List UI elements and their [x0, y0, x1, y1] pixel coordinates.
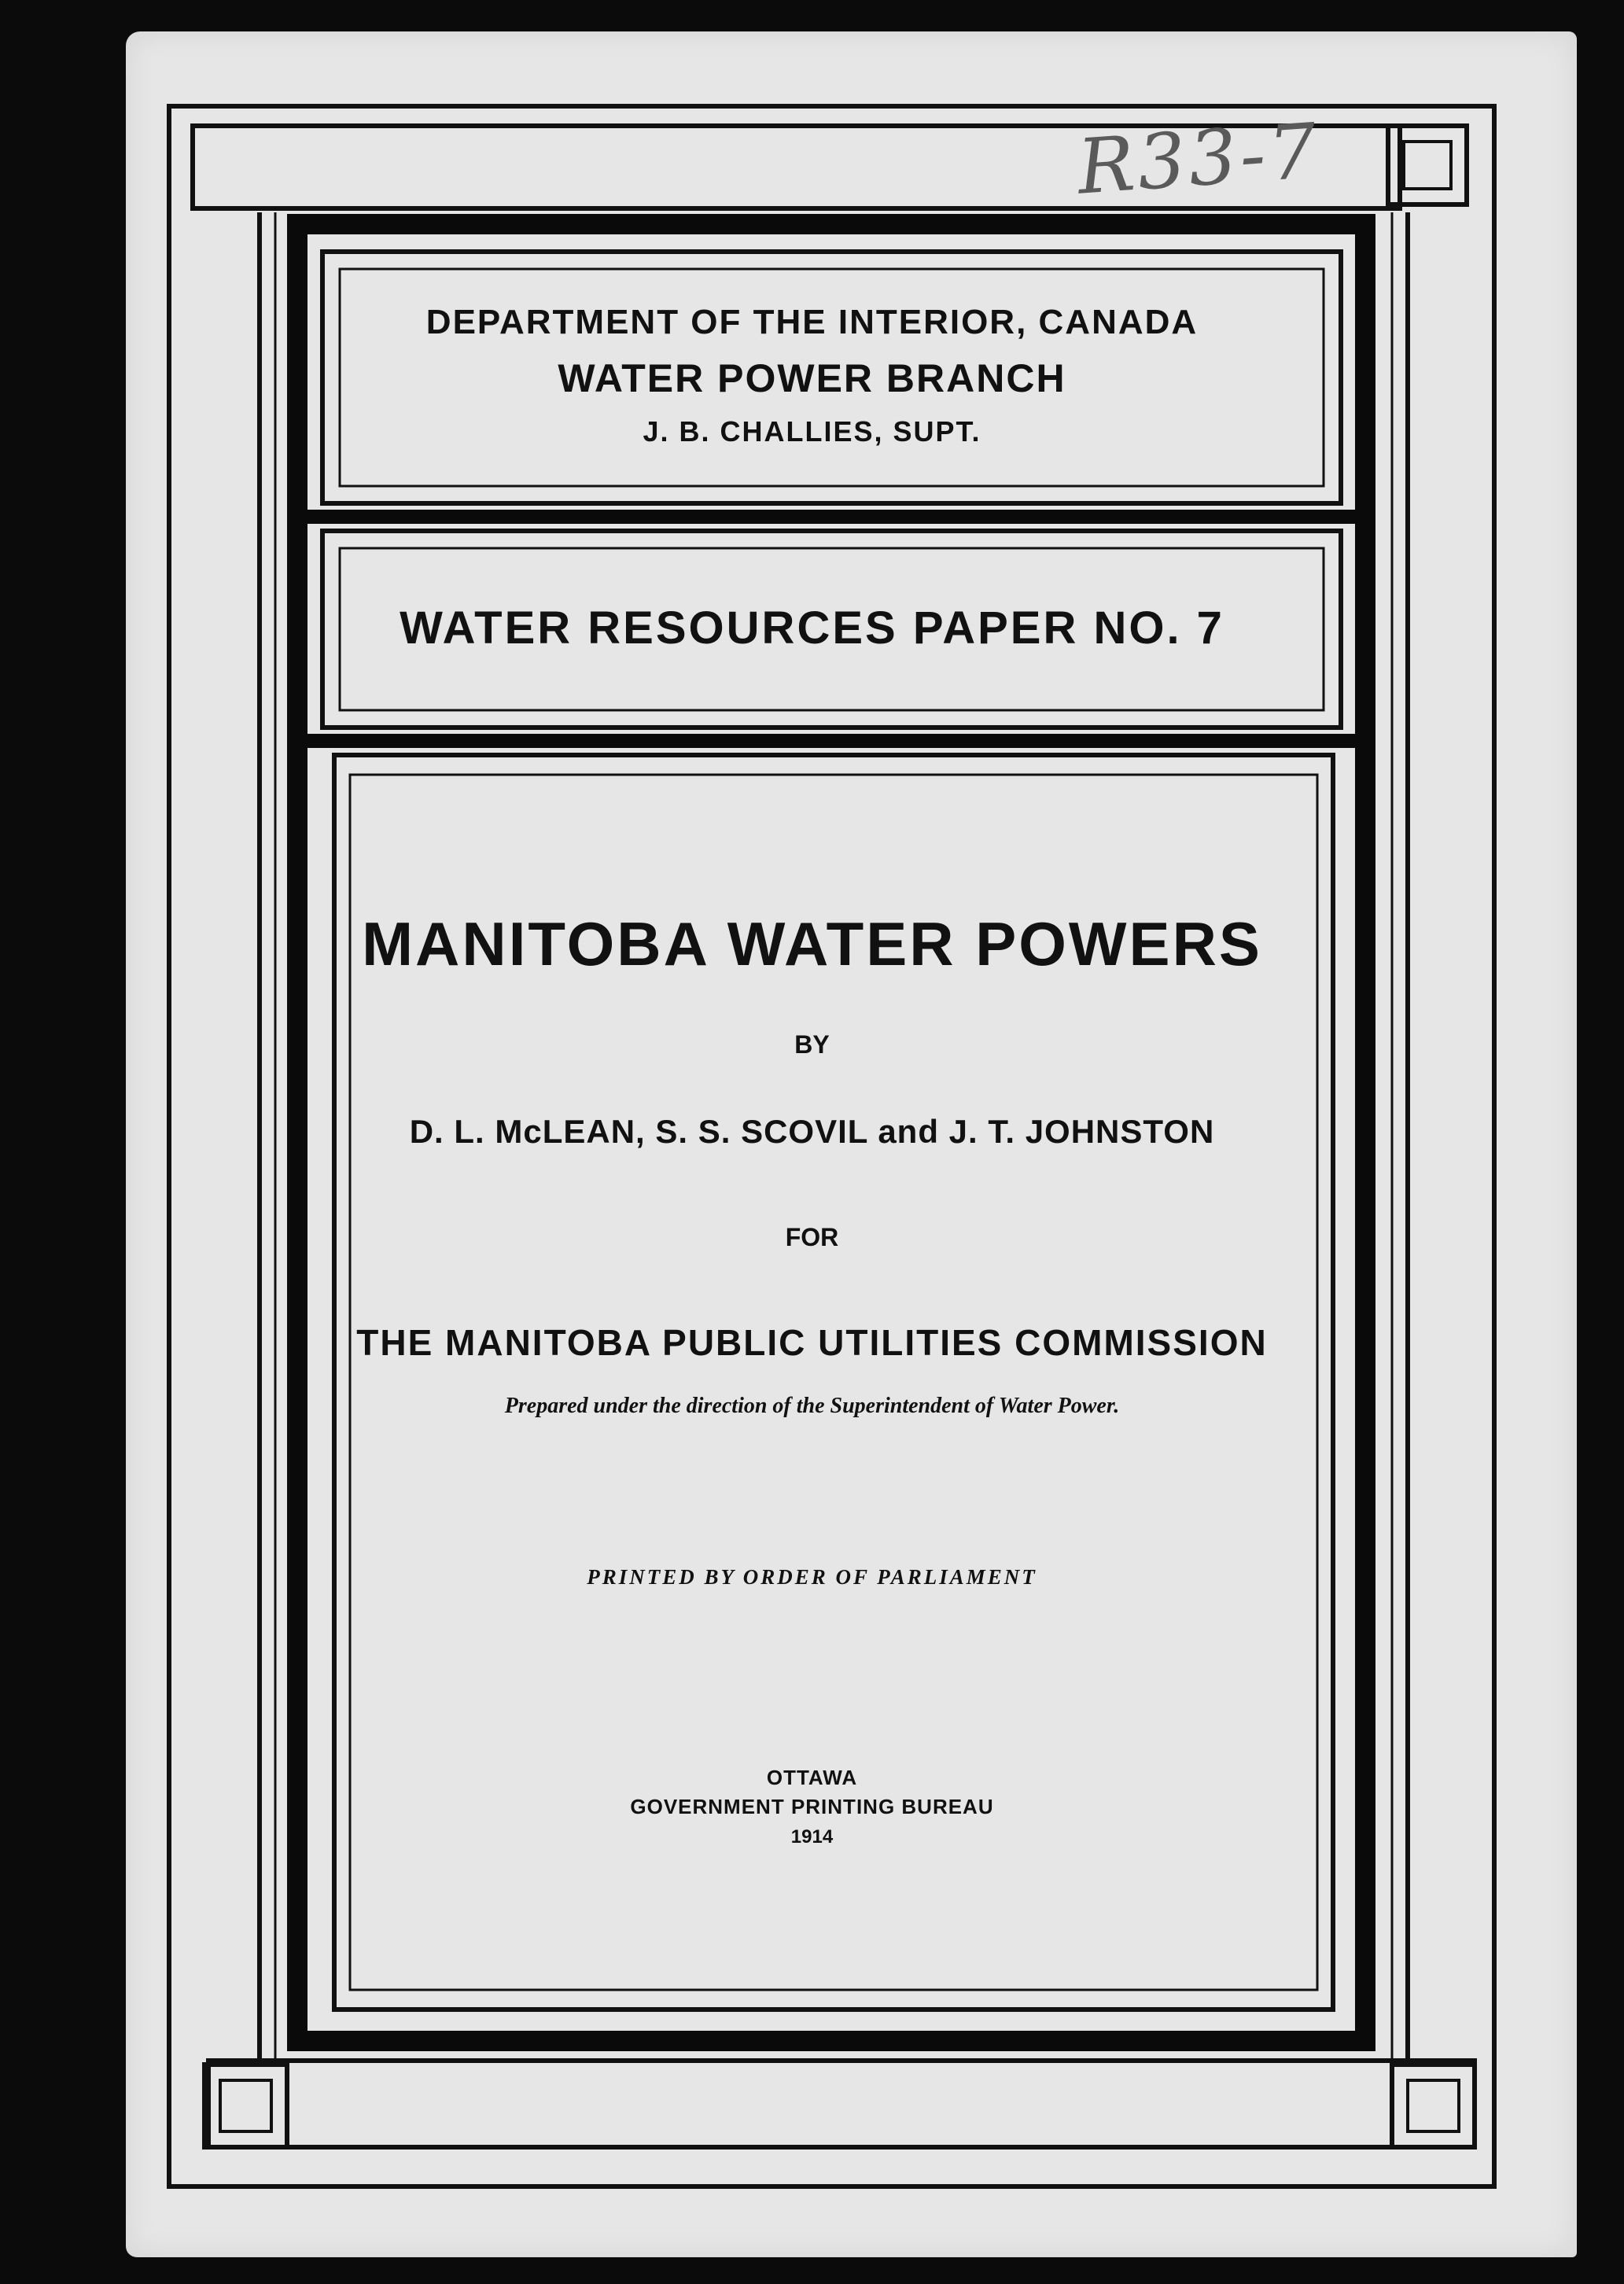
publisher-name: GOVERNMENT PRINTING BUREAU — [630, 1795, 994, 1818]
bottom-band — [208, 2061, 1475, 2147]
authors-line: D. L. McLEAN, S. S. SCOVIL and J. T. JOHNSTON — [409, 1113, 1215, 1150]
handwritten-catalog-number: R33-7 — [1074, 106, 1323, 212]
superintendent-line: J. B. CHALLIES, SUPT. — [643, 415, 981, 448]
corner-square-bottom-left — [204, 2065, 287, 2147]
corner-square-bottom-right — [1392, 2065, 1475, 2147]
paper-number: WATER RESOURCES PAPER NO. 7 — [400, 602, 1224, 654]
for-label: FOR — [785, 1223, 839, 1251]
document-title: MANITOBA WATER POWERS — [362, 909, 1262, 978]
branch-heading: WATER POWER BRANCH — [558, 356, 1066, 400]
publication-year: 1914 — [790, 1826, 834, 1847]
department-heading: DEPARTMENT OF THE INTERIOR, CANADA — [425, 303, 1199, 341]
commission-line: THE MANITOBA PUBLIC UTILITIES COMMISSION — [356, 1322, 1268, 1363]
prepared-note: Prepared under the direction of the Superintendent of Water Power. — [504, 1394, 1120, 1418]
printed-note: PRINTED BY ORDER OF PARLIAMENT — [587, 1565, 1037, 1589]
publisher-city: OTTAWA — [766, 1766, 858, 1789]
by-label: BY — [794, 1030, 830, 1059]
